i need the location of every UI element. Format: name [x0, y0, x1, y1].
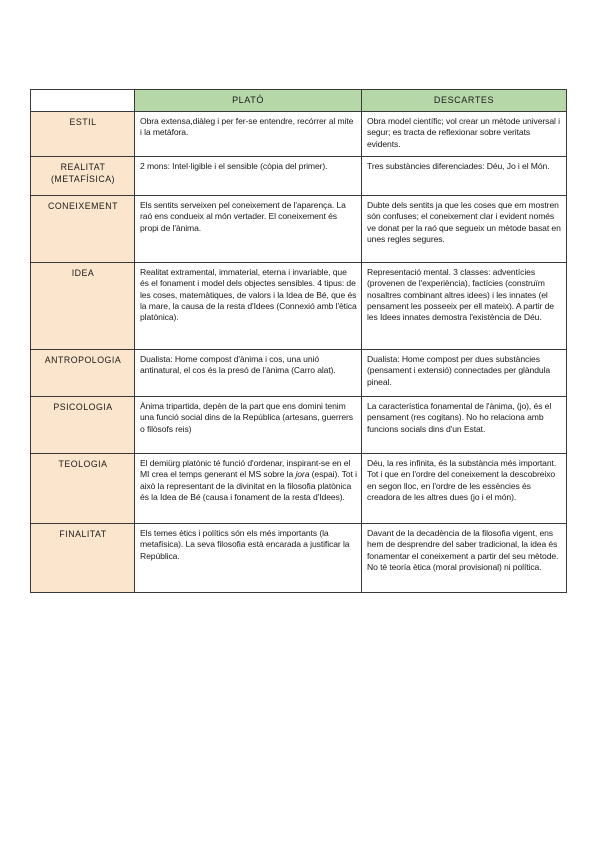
row-label-idea: IDEA	[31, 263, 135, 350]
plato-antropologia: Dualista: Home compost d'ànima i cos, una unió antinatural, el cos és la presó de l'ànima (Carro alat).	[135, 350, 362, 397]
descartes-teologia: Déu, la res infinita, és la substància més important. Tot i que en l'ordre del coneixement la descobreixo en segon lloc, en l'ordre de les essències és creadora de les altres dues (jo i el món).	[362, 454, 567, 524]
table-row-teologia	[31, 454, 567, 524]
comparison-table	[30, 89, 567, 593]
plato-estil: Obra extensa,diàleg i per fer-se entendre, recórrer al mite i la metàfora.	[135, 112, 362, 157]
descartes-psicologia: La característica fonamental de l'ànima, (jo), és el pensament (res cogitans). No ho relaciona amb funcions socials dins d'un Estat.	[362, 397, 567, 454]
header-blank-cell	[31, 90, 135, 112]
plato-psicologia: Ànima tripartida, depèn de la part que ens domini tenim una funció social dins de la República (artesans, guerrers o filòsofs reis)	[135, 397, 362, 454]
descartes-estil: Obra model científic; vol crear un mètode universal i segur; es tracta de reflexionar sobre veritats evidents.	[362, 112, 567, 157]
plato-teologia	[135, 454, 362, 524]
row-label-realitat: REALITAT (METAFÍSICA)	[31, 157, 135, 196]
row-label-psicologia: PSICOLOGIA	[31, 397, 135, 454]
table-header-row	[31, 90, 567, 112]
table-row-estil	[31, 112, 567, 157]
descartes-antropologia: Dualista: Home compost per dues substàncies (pensament i extensió) connectades per glàndula pineal.	[362, 350, 567, 397]
plato-coneixement: Els sentits serveixen pel coneixement de l'aparença. La raó ens condueix al món vertader. El coneixement és propi de l'ànima.	[135, 196, 362, 263]
plato-idea: Realitat extramental, immaterial, eterna i invariable, que és el fonament i model dels objectes sensibles. 4 tipus: de les coses, matemàtiques, de valors i la Idea de Bé, que és la mare, la causa de la resta d'Idees (Connexió amb l'ètica platònica).	[135, 263, 362, 350]
header-plato: PLATÓ	[135, 90, 362, 112]
row-label-coneixement: CONEIXEMENT	[31, 196, 135, 263]
table-row-idea	[31, 263, 567, 350]
descartes-coneixement: Dubte dels sentits ja que les coses que em mostren són confuses; el coneixement clar i evident només ve donat per la raó que segueix un mètode basat en unes regles segures.	[362, 196, 567, 263]
descartes-idea: Representació mental. 3 classes: adventícies (provenen de l'experiència), factícies (construïm nosaltres combinant altres idees) i les innates (el pensament les posseeix per ell mateix). A partir de les Idees innates demostra l'existència de Déu.	[362, 263, 567, 350]
table-row-finalitat	[31, 524, 567, 593]
row-label-finalitat: FINALITAT	[31, 524, 135, 593]
table-row-coneixement	[31, 196, 567, 263]
descartes-realitat: Tres substàncies diferenciades: Déu, Jo i el Món.	[362, 157, 567, 196]
descartes-finalitat: Davant de la decadència de la filosofia vigent, ens hem de desprendre del saber tradicional, la idea és fonamentar el coneixement a partir del seu mètode. No té teoría ètica (moral provisional) ni política.	[362, 524, 567, 593]
header-descartes: DESCARTES	[362, 90, 567, 112]
plato-finalitat: Els temes ètics i polítics són els més importants (la metafísica). La seva filosofia està encarada a justificar la República.	[135, 524, 362, 593]
plato-teologia-text-after: (espai). Tot i això la representant de la divinitat en la filosofia platònica és la Idea de Bé (causa i fonament de la resta d'Idees).	[140, 469, 357, 503]
table-row-realitat	[31, 157, 567, 196]
row-label-estil: ESTIL	[31, 112, 135, 157]
plato-realitat: 2 mons: Intel·ligible i el sensible (còpia del primer).	[135, 157, 362, 196]
table-row-psicologia	[31, 397, 567, 454]
plato-teologia-italic-jora: jora	[295, 469, 310, 480]
row-label-antropologia: ANTROPOLOGIA	[31, 350, 135, 397]
row-label-teologia: TEOLOGIA	[31, 454, 135, 524]
table-row-antropologia	[31, 350, 567, 397]
plato-teologia-text-before: El demiürg platònic té funció d'ordenar, inspirant-se en el MI crea el temps generant el MS sobre la	[140, 458, 351, 480]
